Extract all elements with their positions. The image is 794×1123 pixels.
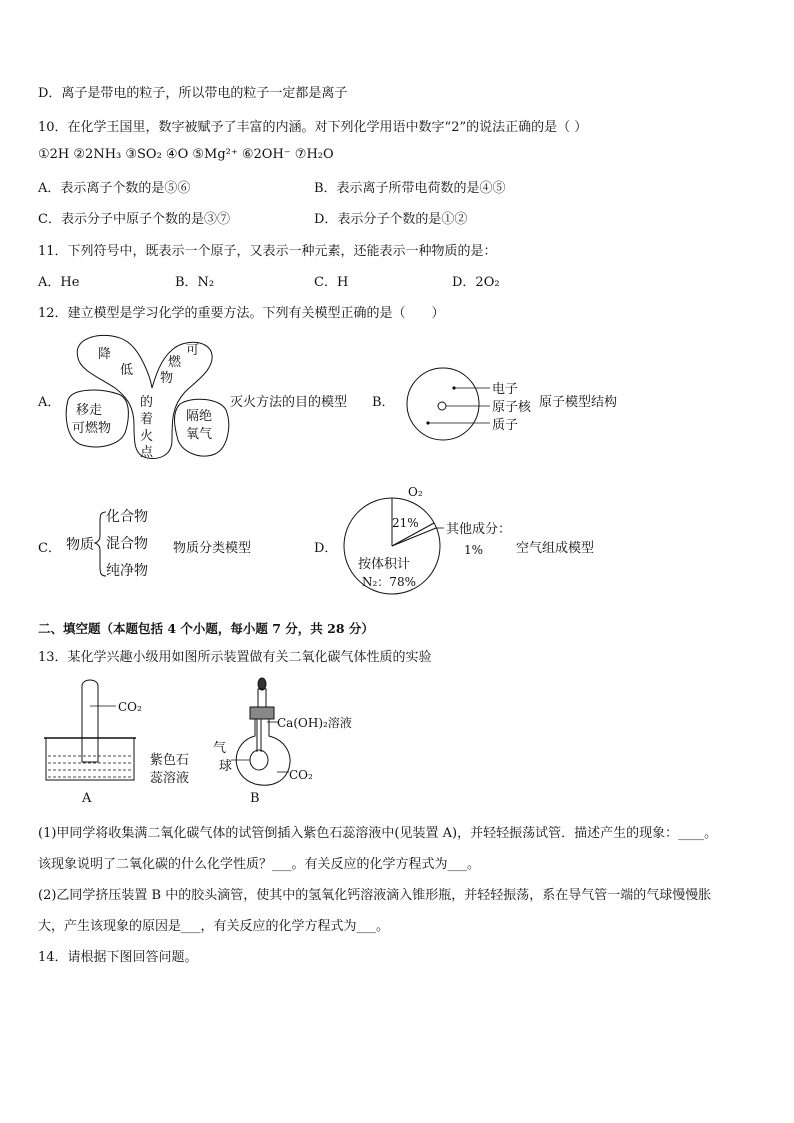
apparatus-a-solution-2: 蕊溶液 [150,771,190,786]
pie-o2-label: O₂ [408,485,423,499]
q9-option-d: D．离子是带电的粒子，所以带电的粒子一定都是离子 [38,86,348,101]
pie-other-label: 其他成分： [446,522,512,537]
fire-text-6: 的 [140,395,154,410]
apparatus-b-balloon-1: 气 [213,741,227,756]
q13-part2-line1: (2)乙同学挤压装置 B 中的胶头滴管，使其中的氢氧化钙溶液滴入锥形瓶，并轻轻振荡，系在导气管一端的气球慢慢胀 [38,888,712,903]
fire-left-1: 移走 [76,403,103,418]
apparatus-a-label: A [82,791,92,806]
apparatus-b-caoh-label: Ca(OH)₂溶液 [277,716,352,730]
air-composition-pie-figure [340,482,520,600]
q10-stem: 10．在化学王国里，数字被赋予了丰富的内涵。对下列化学用语中数字“2”的说法正确的是（ ） [38,120,588,135]
fire-text-2: 低 [120,363,134,378]
atom-electron-label: 电子 [492,382,519,397]
q14-stem: 14．请根据下图回答问题。 [38,950,198,965]
apparatus-b-balloon-2: 球 [219,759,233,774]
q10-option-b: B．表示离子所带电荷数的是④⑤ [314,181,506,196]
fire-text-8: 火 [140,429,154,444]
apparatus-b-label: B [250,791,260,806]
apparatus-a-solution-1: 紫色石 [150,753,190,768]
atom-nucleus-label: 原子核 [492,400,532,415]
pie-n2-label-1: 按体积计 [358,557,411,572]
classify-branch-1: 化合物 [106,509,148,525]
q13-part1-line2: 该现象说明了二氧化碳的什么化学性质？___。有关反应的化学方程式为___。 [38,857,481,872]
fire-right-1: 隔绝 [186,409,213,424]
q13-stem: 13．某化学兴趣小级用如图所示装置做有关二氧化碳气体性质的实验 [38,650,432,665]
classify-branch-2: 混合物 [106,536,148,552]
q13-part1-line1: (1)甲同学将收集满二氧化碳气体的试管倒插入紫色石蕊溶液中(见装置 A)，并轻轻振荡试管．描述产生的现象：____。 [38,826,718,841]
fire-text-5: 物 [160,371,174,386]
fire-text-4: 燃 [168,355,182,370]
atom-model-figure [398,366,543,442]
substance-classification-figure [64,502,164,582]
fire-text-1: 降 [98,347,112,362]
apparatus-b-co2-label: CO₂ [289,768,313,782]
q12-option-c-caption: 物质分类模型 [173,541,252,556]
q12-stem: 12．建立模型是学习化学的重要方法。下列有关模型正确的是（ ） [38,306,445,321]
pie-other-percent: 1% [464,543,484,557]
fire-right-2: 氧气 [186,427,213,442]
classify-main: 物质 [66,537,94,553]
q12-option-c-label: C． [38,541,61,556]
classify-branch-3: 纯净物 [106,563,148,579]
q11-option-c: C．H [314,275,349,290]
q11-option-a: A．He [38,275,80,290]
q10-option-a: A．表示离子个数的是⑤⑥ [38,181,191,196]
fire-left-2: 可燃物 [72,421,112,436]
q12-option-d-caption: 空气组成模型 [516,541,595,556]
q11-stem: 11．下列符号中，既表示一个原子，又表示一种元素，还能表示一种物质的是： [38,244,497,259]
q11-option-b: B．N₂ [175,275,215,290]
q12-option-d-label: D． [314,541,338,556]
fire-extinguishing-model-figure [60,330,230,465]
atom-proton-label: 质子 [492,418,519,433]
q12-option-b-label: B． [372,395,395,410]
q10-items: ①2H ②2NH₃ ③SO₂ ④O ⑤Mg²⁺ ⑥2OH⁻ ⑦H₂O [38,147,334,162]
section-2-heading: 二、填空题（本题包括 4 个小题，每小题 7 分，共 28 分） [38,621,374,636]
pie-n2-label-2: N₂：78% [362,575,416,589]
q12-option-a-caption: 灭火方法的目的模型 [230,395,348,410]
fire-text-9: 点 [140,445,154,460]
apparatus-a-figure [40,676,200,806]
apparatus-a-co2-label: CO₂ [118,700,142,714]
fire-text-3: 可 [186,343,200,358]
q12-option-b-caption: 原子模型结构 [539,395,618,410]
q11-option-d: D．2O₂ [452,275,500,290]
fire-text-7: 着 [140,412,154,427]
pie-o2-percent: 21% [392,516,419,530]
q10-option-c: C．表示分子中原子个数的是③⑦ [38,212,230,227]
q10-option-d: D．表示分子个数的是①② [314,212,468,227]
q12-option-a-label: A． [38,395,61,410]
apparatus-b-figure [205,676,375,810]
q13-part2-line2: 大，产生该现象的原因是___，有关反应的化学方程式为___。 [38,919,390,934]
